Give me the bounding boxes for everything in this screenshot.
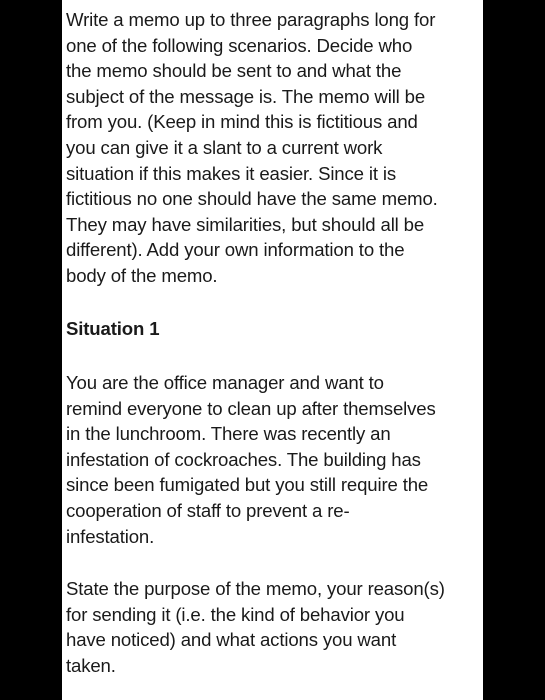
instruction-paragraph (66, 576, 480, 678)
instruction-line: for sending it (i.e. the kind of behavior you (66, 603, 405, 625)
situation-line: in the lunchroom. There was recently an (66, 423, 391, 445)
instruction-line: taken. (66, 654, 116, 676)
situation-heading-text: Situation 1 (66, 318, 160, 339)
intro-line: you can give it a slant to a current work (66, 136, 383, 158)
intro-line: subject of the message is. The memo will be (66, 85, 426, 107)
intro-line: the memo should be sent to and what the (66, 60, 402, 82)
intro-line: body of the memo. (66, 264, 218, 286)
situation-heading (66, 316, 480, 342)
situation-line: You are the office manager and want to (66, 372, 384, 393)
situation-line: remind everyone to clean up after themselves (66, 397, 436, 419)
intro-line: Write a memo up to three paragraphs long for (66, 9, 436, 30)
intro-line: fictitious no one should have the same memo. (66, 188, 438, 210)
situation-line: cooperation of staff to prevent a re- (66, 499, 350, 521)
intro-paragraph (66, 7, 480, 289)
intro-line: They may have similarities, but should all be (66, 213, 425, 235)
situation-line: infestation of cockroaches. The building has (66, 448, 421, 470)
situation-line: infestation. (66, 525, 155, 547)
intro-line: different). Add your own information to the (66, 239, 405, 261)
document-page (62, 0, 483, 700)
instruction-line: State the purpose of the memo, your reason(s) (66, 578, 445, 599)
situation-line: since been fumigated but you still require the (66, 474, 429, 496)
intro-line: from you. (Keep in mind this is fictitious and (66, 111, 418, 133)
intro-line: situation if this makes it easier. Since it is (66, 162, 396, 184)
instruction-line: have noticed) and what actions you want (66, 629, 397, 651)
situation-paragraph (66, 370, 480, 549)
intro-line: one of the following scenarios. Decide who (66, 34, 413, 56)
